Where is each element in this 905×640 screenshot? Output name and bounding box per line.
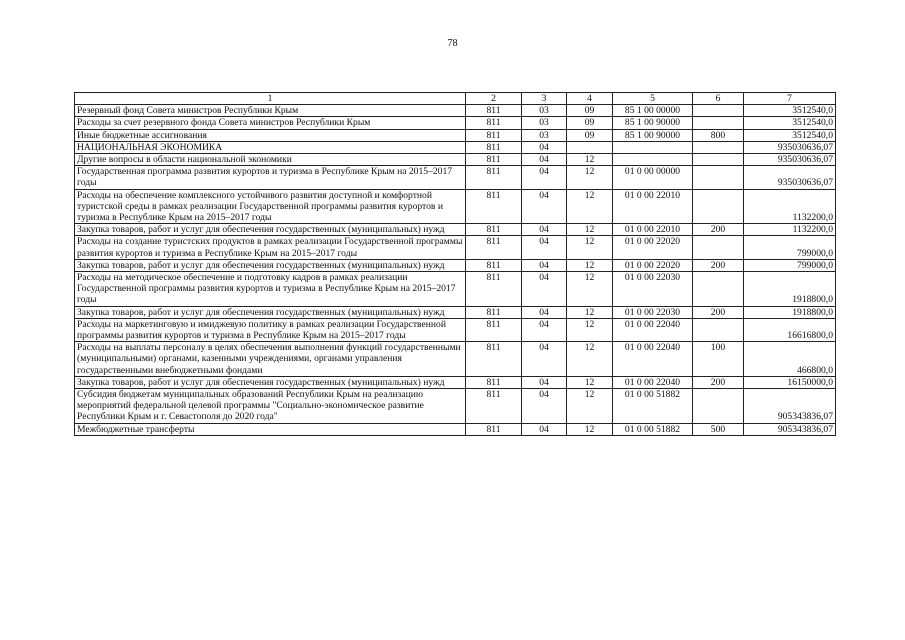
column-header: 1: [75, 93, 466, 105]
target-article-cell: 01 0 00 00000: [613, 166, 693, 189]
amount-cell: 1132200,0: [744, 189, 836, 224]
chapter-code-cell: 811: [466, 236, 522, 259]
row-name-cell: Резервный фонд Совета министров Республики Крым: [75, 105, 466, 117]
section-code-cell: 04: [522, 236, 567, 259]
subsection-code-cell: 09: [567, 129, 613, 141]
subsection-code-cell: 12: [567, 259, 613, 271]
section-code-cell: 04: [522, 189, 567, 224]
row-name-cell: Закупка товаров, работ и услуг для обеспечения государственных (муниципальных) нужд: [75, 259, 466, 271]
section-code-cell: 04: [522, 141, 567, 153]
expense-type-cell: [693, 318, 744, 341]
chapter-code-cell: 811: [466, 166, 522, 189]
table-row: [75, 318, 836, 341]
section-code-cell: 04: [522, 389, 567, 424]
table-row: [75, 105, 836, 117]
amount-cell: 935030636,07: [744, 166, 836, 189]
target-article-cell: [613, 154, 693, 166]
table-row: [75, 423, 836, 435]
subsection-code-cell: 12: [567, 318, 613, 341]
table-row: [75, 117, 836, 129]
chapter-code-cell: 811: [466, 259, 522, 271]
subsection-code-cell: [567, 141, 613, 153]
amount-cell: 905343836,07: [744, 423, 836, 435]
page-number: 78: [447, 38, 458, 49]
subsection-code-cell: 09: [567, 117, 613, 129]
chapter-code-cell: 811: [466, 342, 522, 377]
chapter-code-cell: 811: [466, 189, 522, 224]
amount-cell: 16616800,0: [744, 318, 836, 341]
subsection-code-cell: 12: [567, 376, 613, 388]
target-article-cell: [613, 141, 693, 153]
subsection-code-cell: 12: [567, 236, 613, 259]
row-name-cell: НАЦИОНАЛЬНАЯ ЭКОНОМИКА: [75, 141, 466, 153]
amount-cell: 3512540,0: [744, 117, 836, 129]
amount-cell: 1918800,0: [744, 272, 836, 307]
amount-cell: 16150000,0: [744, 376, 836, 388]
row-name-cell: Субсидия бюджетам муниципальных образований Республики Крым на реализацию мероприятий федеральной целевой программы "Социально-экономическое развитие Республики Крым и г. Севастополя до 2020 года": [75, 389, 466, 424]
amount-cell: 466800,0: [744, 342, 836, 377]
subsection-code-cell: 09: [567, 105, 613, 117]
column-header: 6: [693, 93, 744, 105]
section-code-cell: 04: [522, 342, 567, 377]
chapter-code-cell: 811: [466, 105, 522, 117]
subsection-code-cell: 12: [567, 189, 613, 224]
target-article-cell: 01 0 00 22010: [613, 189, 693, 224]
target-article-cell: 85 1 00 00000: [613, 105, 693, 117]
table-row: [75, 272, 836, 307]
row-name-cell: Расходы на маркетинговую и имиджевую политику в рамках реализации Государственной программы развития курортов и туризма в Республике Крым на 2015–2017 годы: [75, 318, 466, 341]
chapter-code-cell: 811: [466, 389, 522, 424]
section-code-cell: 04: [522, 154, 567, 166]
row-name-cell: Расходы на методическое обеспечение и подготовку кадров в рамках реализации Государственной программы развития курортов и туризма в Республике Крым на 2015–2017 годы: [75, 272, 466, 307]
expense-type-cell: [693, 166, 744, 189]
expense-type-cell: [693, 117, 744, 129]
amount-cell: 1918800,0: [744, 306, 836, 318]
row-name-cell: Межбюджетные трансферты: [75, 423, 466, 435]
amount-cell: 799000,0: [744, 236, 836, 259]
expense-type-cell: 200: [693, 259, 744, 271]
expense-type-cell: [693, 389, 744, 424]
expense-type-cell: 800: [693, 129, 744, 141]
row-name-cell: Расходы на выплаты персоналу в целях обеспечения выполнения функций государственными (муниципальными) органами, казенными учреждениями, органами управления государственными внебюджетными фондами: [75, 342, 466, 377]
target-article-cell: 01 0 00 22020: [613, 236, 693, 259]
subsection-code-cell: 12: [567, 389, 613, 424]
target-article-cell: 01 0 00 22040: [613, 318, 693, 341]
table-row: [75, 129, 836, 141]
section-code-cell: 03: [522, 129, 567, 141]
table-row: [75, 342, 836, 377]
table-row: [75, 224, 836, 236]
section-code-cell: 04: [522, 224, 567, 236]
chapter-code-cell: 811: [466, 141, 522, 153]
subsection-code-cell: 12: [567, 306, 613, 318]
expense-type-cell: [693, 272, 744, 307]
amount-cell: 1132200,0: [744, 224, 836, 236]
subsection-code-cell: 12: [567, 154, 613, 166]
section-code-cell: 03: [522, 117, 567, 129]
target-article-cell: 01 0 00 22040: [613, 376, 693, 388]
row-name-cell: Иные бюджетные ассигнования: [75, 129, 466, 141]
chapter-code-cell: 811: [466, 318, 522, 341]
target-article-cell: 01 0 00 22010: [613, 224, 693, 236]
table-row: [75, 389, 836, 424]
row-name-cell: Другие вопросы в области национальной экономики: [75, 154, 466, 166]
amount-cell: 3512540,0: [744, 105, 836, 117]
section-code-cell: 03: [522, 105, 567, 117]
amount-cell: 799000,0: [744, 259, 836, 271]
chapter-code-cell: 811: [466, 117, 522, 129]
column-header: 3: [522, 93, 567, 105]
amount-cell: 935030636,07: [744, 141, 836, 153]
row-name-cell: Закупка товаров, работ и услуг для обеспечения государственных (муниципальных) нужд: [75, 306, 466, 318]
subsection-code-cell: 12: [567, 272, 613, 307]
column-header: 5: [613, 93, 693, 105]
target-article-cell: 01 0 00 22030: [613, 306, 693, 318]
section-code-cell: 04: [522, 166, 567, 189]
column-header: 4: [567, 93, 613, 105]
section-code-cell: 04: [522, 318, 567, 341]
amount-cell: 905343836,07: [744, 389, 836, 424]
chapter-code-cell: 811: [466, 306, 522, 318]
target-article-cell: 01 0 00 22030: [613, 272, 693, 307]
budget-table: [74, 92, 836, 436]
chapter-code-cell: 811: [466, 129, 522, 141]
row-name-cell: Закупка товаров, работ и услуг для обеспечения государственных (муниципальных) нужд: [75, 376, 466, 388]
section-code-cell: 04: [522, 376, 567, 388]
subsection-code-cell: 12: [567, 423, 613, 435]
row-name-cell: Расходы на обеспечение комплексного устойчивого развития доступной и комфортной туристской среды в рамках реализации Государственной программы развития курортов и туризма в Республике Крым на 2015–2017 годы: [75, 189, 466, 224]
chapter-code-cell: 811: [466, 272, 522, 307]
expense-type-cell: [693, 105, 744, 117]
target-article-cell: 85 1 00 90000: [613, 117, 693, 129]
expense-type-cell: [693, 154, 744, 166]
subsection-code-cell: 12: [567, 224, 613, 236]
expense-type-cell: [693, 189, 744, 224]
expense-type-cell: 100: [693, 342, 744, 377]
expense-type-cell: 200: [693, 306, 744, 318]
target-article-cell: 85 1 00 90000: [613, 129, 693, 141]
table-row: [75, 166, 836, 189]
amount-cell: 3512540,0: [744, 129, 836, 141]
row-name-cell: Расходы на создание туристских продуктов в рамках реализации Государственной программы развития курортов и туризма в Республике Крым на 2015–2017 годы: [75, 236, 466, 259]
amount-cell: 935030636,07: [744, 154, 836, 166]
row-name-cell: Закупка товаров, работ и услуг для обеспечения государственных (муниципальных) нужд: [75, 224, 466, 236]
section-code-cell: 04: [522, 272, 567, 307]
target-article-cell: 01 0 00 51882: [613, 423, 693, 435]
table-row: [75, 306, 836, 318]
subsection-code-cell: 12: [567, 166, 613, 189]
table-row: [75, 376, 836, 388]
section-code-cell: 04: [522, 259, 567, 271]
section-code-cell: 04: [522, 423, 567, 435]
section-code-cell: 04: [522, 306, 567, 318]
table-row: [75, 236, 836, 259]
column-numbers-row: [75, 93, 836, 105]
column-header: 7: [744, 93, 836, 105]
expense-type-cell: [693, 236, 744, 259]
table-row: [75, 141, 836, 153]
chapter-code-cell: 811: [466, 154, 522, 166]
target-article-cell: 01 0 00 51882: [613, 389, 693, 424]
target-article-cell: 01 0 00 22020: [613, 259, 693, 271]
target-article-cell: 01 0 00 22040: [613, 342, 693, 377]
expense-type-cell: 200: [693, 376, 744, 388]
expense-type-cell: 200: [693, 224, 744, 236]
subsection-code-cell: 12: [567, 342, 613, 377]
column-header: 2: [466, 93, 522, 105]
expense-type-cell: [693, 141, 744, 153]
chapter-code-cell: 811: [466, 224, 522, 236]
table-row: [75, 154, 836, 166]
chapter-code-cell: 811: [466, 376, 522, 388]
expense-type-cell: 500: [693, 423, 744, 435]
table-row: [75, 259, 836, 271]
chapter-code-cell: 811: [466, 423, 522, 435]
table-row: [75, 189, 836, 224]
row-name-cell: Расходы за счет резервного фонда Совета министров Республики Крым: [75, 117, 466, 129]
row-name-cell: Государственная программа развития курортов и туризма в Республике Крым на 2015–2017 годы: [75, 166, 466, 189]
